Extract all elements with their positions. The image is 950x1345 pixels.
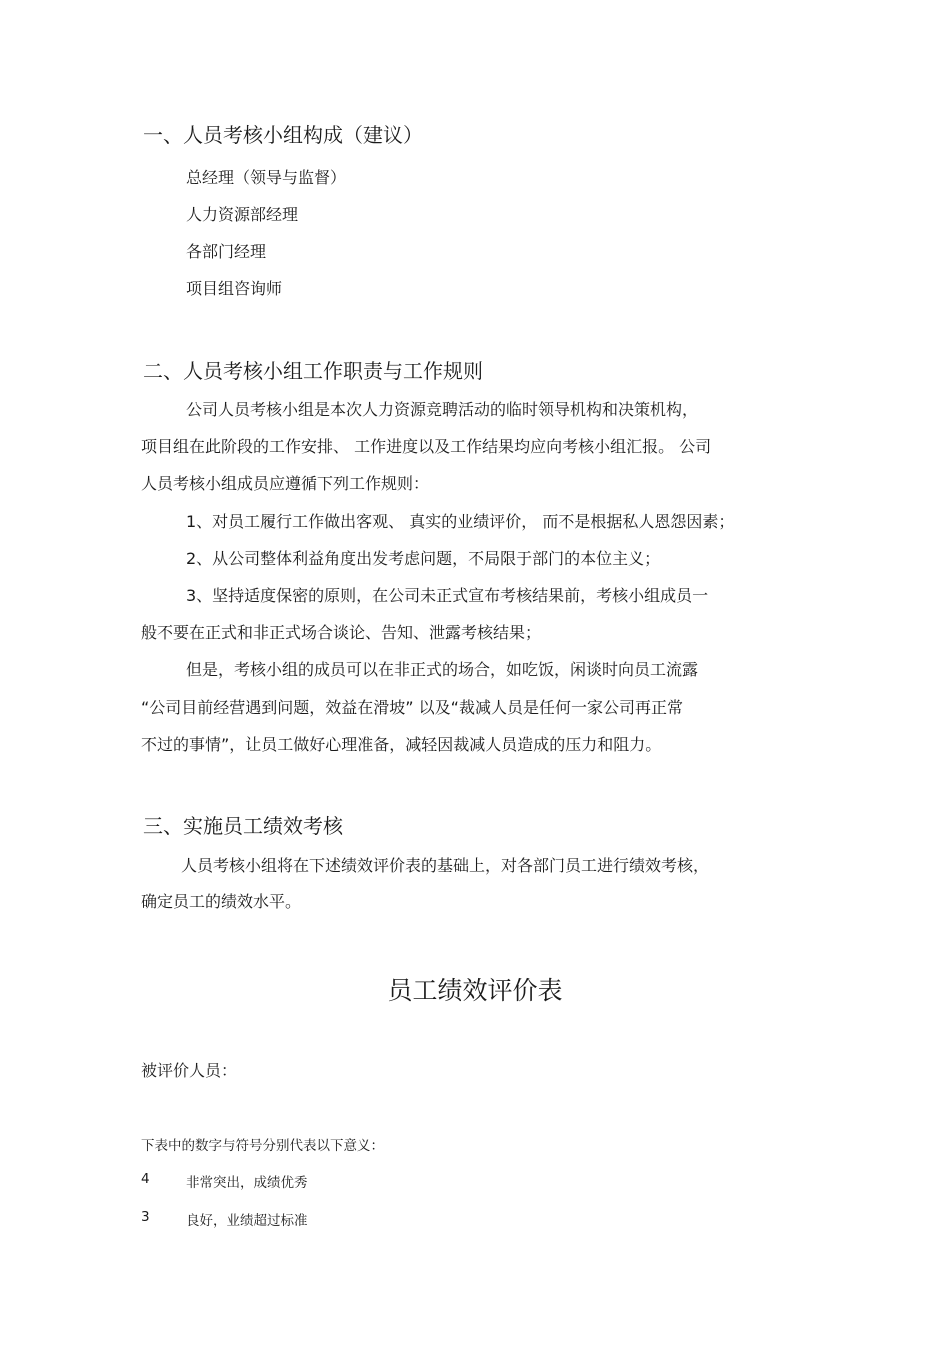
rule-item: 3、坚持适度保密的原则，在公司未正式宣布考核结果前，考核小组成员一 xyxy=(186,586,709,605)
member-item: 项目组咨询师 xyxy=(186,279,283,298)
section-1-heading: 一、人员考核小组构成（建议） xyxy=(143,123,423,147)
member-item: 总经理（领导与监督） xyxy=(186,168,347,187)
rule-item: 1、对员工履行工作做出客观、 真实的业绩评价， 而不是根据私人恩怨因素； xyxy=(186,512,735,531)
paragraph-line: 公司人员考核小组是本次人力资源竞聘活动的临时领导机构和决策机构， xyxy=(186,400,699,419)
form-title: 员工绩效评价表 xyxy=(387,976,563,1005)
legend-intro: 下表中的数字与符号分别代表以下意义： xyxy=(141,1138,384,1154)
paragraph-line: 人员考核小组将在下述绩效评价表的基础上，对各部门员工进行绩效考核， xyxy=(181,856,710,875)
paragraph-line: 确定员工的绩效水平。 xyxy=(141,892,302,911)
section-2-heading: 二、人员考核小组工作职责与工作规则 xyxy=(143,359,483,383)
paragraph-line: 不过的事情”，让员工做好心理准备，减轻因裁减人员造成的压力和阻力。 xyxy=(141,735,662,754)
member-item: 各部门经理 xyxy=(186,242,267,261)
evaluee-label: 被评价人员： xyxy=(141,1061,238,1080)
paragraph-line: 项目组在此阶段的工作安排、 工作进度以及工作结果均应向考核小组汇报。 公司 xyxy=(141,437,712,456)
legend-code: 4 xyxy=(141,1171,150,1187)
legend-meaning: 良好，业绩超过标准 xyxy=(186,1213,308,1229)
member-item: 人力资源部经理 xyxy=(186,205,299,224)
legend-meaning: 非常突出，成绩优秀 xyxy=(186,1175,308,1191)
paragraph-line: “公司目前经营遇到问题，效益在滑坡” 以及“裁减人员是任何一家公司再正常 xyxy=(141,698,683,717)
legend-code: 3 xyxy=(141,1209,150,1225)
section-3-heading: 三、实施员工绩效考核 xyxy=(143,814,343,838)
rule-item: 般不要在正式和非正式场合谈论、告知、泄露考核结果； xyxy=(141,623,542,642)
paragraph-line: 但是，考核小组的成员可以在非正式的场合，如吃饭，闲谈时向员工流露 xyxy=(186,660,699,679)
paragraph-line: 人员考核小组成员应遵循下列工作规则： xyxy=(141,474,430,493)
rule-item: 2、从公司整体利益角度出发考虑问题，不局限于部门的本位主义； xyxy=(186,549,661,568)
